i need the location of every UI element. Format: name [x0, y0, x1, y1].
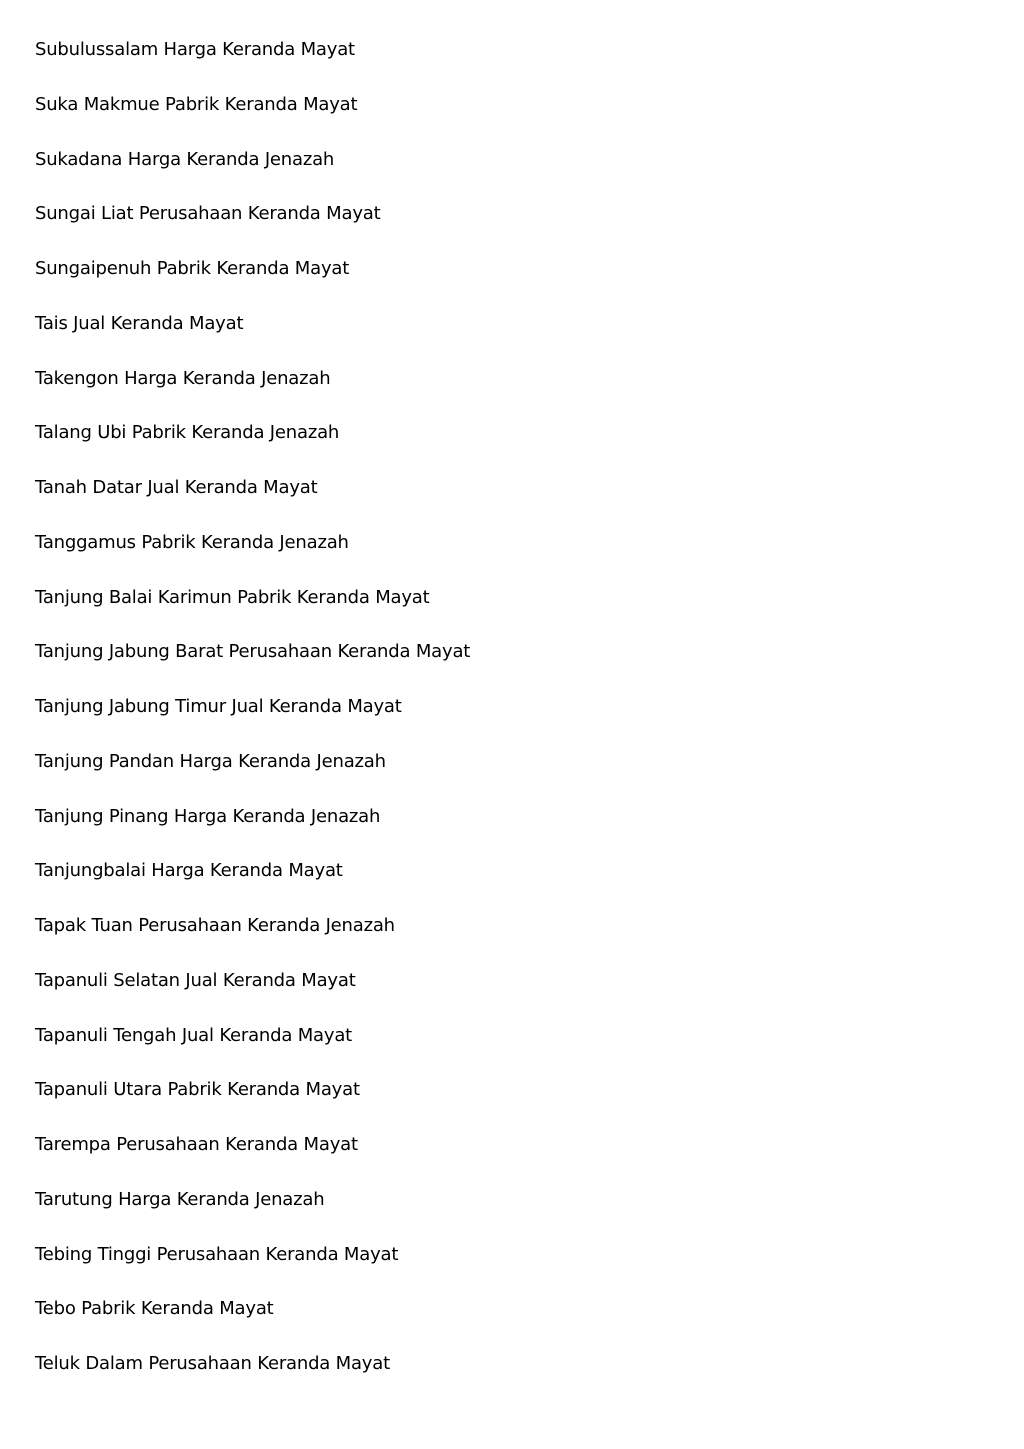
list-item: Tanah Datar Jual Keranda Mayat [35, 477, 318, 498]
list-item: Sungaipenuh Pabrik Keranda Mayat [35, 258, 350, 279]
list-item: Tanjung Balai Karimun Pabrik Keranda Mayat [35, 586, 430, 608]
list-item: Tapanuli Utara Pabrik Keranda Mayat [35, 1079, 360, 1101]
list-item: Tapanuli Tengah Jual Keranda Mayat [35, 1024, 353, 1046]
list-item: Sukadana Harga Keranda Jenazah [35, 148, 335, 170]
list-item: Tapak Tuan Perusahaan Keranda Jenazah [35, 915, 395, 936]
list-item: Tebo Pabrik Keranda Mayat [35, 1298, 274, 1320]
keyword-list [35, 36, 470, 1405]
list-item: Sungai Liat Perusahaan Keranda Mayat [35, 203, 381, 225]
list-item: Tapanuli Selatan Jual Keranda Mayat [35, 969, 356, 991]
list-item: Tanjung Jabung Timur Jual Keranda Mayat [35, 696, 402, 717]
list-item: Tebing Tinggi Perusahaan Keranda Mayat [35, 1243, 399, 1265]
list-item: Subulussalam Harga Keranda Mayat [35, 39, 355, 60]
list-item: Tanjungbalai Harga Keranda Mayat [35, 860, 343, 882]
list-item: Tais Jual Keranda Mayat [35, 312, 244, 334]
list-item: Tarempa Perusahaan Keranda Mayat [35, 1134, 358, 1155]
list-item: Suka Makmue Pabrik Keranda Mayat [35, 93, 358, 115]
list-item: Teluk Dalam Perusahaan Keranda Mayat [35, 1353, 390, 1374]
list-item: Talang Ubi Pabrik Keranda Jenazah [35, 422, 340, 444]
list-item: Tarutung Harga Keranda Jenazah [35, 1188, 325, 1210]
list-item: Takengon Harga Keranda Jenazah [35, 367, 331, 389]
list-item: Tanggamus Pabrik Keranda Jenazah [35, 531, 349, 553]
list-item: Tanjung Pinang Harga Keranda Jenazah [35, 805, 381, 827]
list-item: Tanjung Pandan Harga Keranda Jenazah [35, 750, 386, 772]
list-item: Tanjung Jabung Barat Perusahaan Keranda Mayat [35, 641, 471, 663]
